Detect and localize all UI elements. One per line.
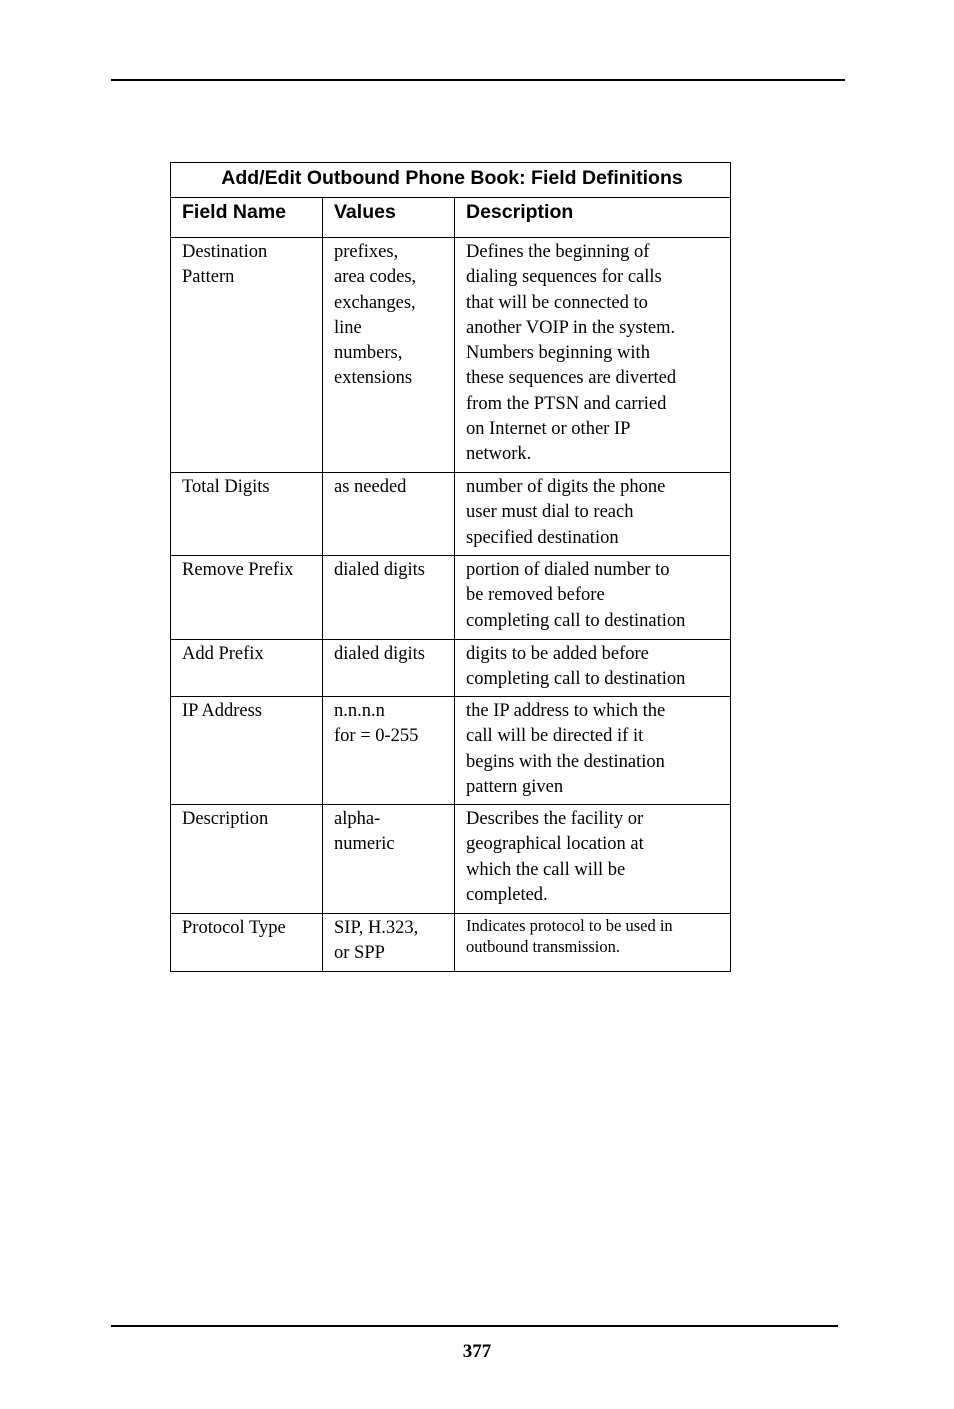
field-name: Protocol Type: [182, 918, 286, 938]
values-cell: [323, 697, 455, 805]
field-values: prefixes, area codes, exchanges, line numbers, extensions: [334, 242, 417, 389]
field-values: n.n.n.n for = 0-255: [334, 701, 419, 747]
header-description: Description: [455, 198, 731, 238]
description-cell: [455, 914, 731, 972]
description-cell: [455, 473, 731, 556]
header-field-name: Field Name: [171, 198, 323, 238]
field-description: digits to be added before completing call to destination: [466, 644, 686, 690]
table-row: [171, 473, 731, 556]
field-description: portion of dialed number to be removed before completing call to destination: [466, 560, 686, 631]
description-cell: [455, 697, 731, 805]
field-description: Indicates protocol to be used in outbound transmission.: [466, 916, 673, 956]
field-description: the IP address to which the call will be directed if it begins with the destination pattern given: [466, 701, 666, 797]
field-name-cell: [171, 805, 323, 914]
field-name: Remove Prefix: [182, 560, 294, 580]
description-cell: [455, 640, 731, 697]
table-row: [171, 805, 731, 914]
field-name-cell: [171, 914, 323, 972]
field-description: number of digits the phone user must dial to reach specified destination: [466, 477, 666, 548]
values-cell: [323, 914, 455, 972]
values-cell: [323, 640, 455, 697]
table-title-row: [171, 163, 731, 198]
field-definitions-table: [170, 162, 731, 972]
field-name: IP Address: [182, 701, 262, 721]
field-name-cell: [171, 473, 323, 556]
field-values: alpha- numeric: [334, 809, 395, 855]
table-row: [171, 238, 731, 473]
field-name-cell: [171, 697, 323, 805]
field-name: Destination Pattern: [182, 242, 268, 288]
field-values: as needed: [334, 477, 407, 497]
field-name: Description: [182, 809, 269, 829]
table-header-row: [171, 198, 731, 238]
field-name: Total Digits: [182, 477, 270, 497]
field-name-cell: [171, 640, 323, 697]
table-row: [171, 640, 731, 697]
description-cell: [455, 805, 731, 914]
field-name: Add Prefix: [182, 644, 264, 664]
field-name-cell: [171, 238, 323, 473]
field-values: dialed digits: [334, 644, 425, 664]
field-values: dialed digits: [334, 560, 425, 580]
table-row: [171, 914, 731, 972]
values-cell: [323, 805, 455, 914]
description-cell: [455, 238, 731, 473]
field-description: Defines the beginning of dialing sequences for calls that will be connected to another VOIP in the system. Numbers beginning with these sequences are diverted from the PTSN and carried on Internet or other IP network.: [466, 242, 677, 465]
values-cell: [323, 238, 455, 473]
field-name-cell: [171, 556, 323, 640]
table-row: [171, 556, 731, 640]
field-description: Describes the facility or geographical location at which the call will be completed.: [466, 809, 644, 905]
field-values: SIP, H.323, or SPP: [334, 918, 419, 964]
values-cell: [323, 556, 455, 640]
header-rule: [111, 79, 845, 81]
description-cell: [455, 556, 731, 640]
table-title: Add/Edit Outbound Phone Book: Field Definitions: [171, 163, 731, 198]
footer-rule: [111, 1325, 838, 1327]
table-row: [171, 697, 731, 805]
values-cell: [323, 473, 455, 556]
header-values: Values: [323, 198, 455, 238]
page-number: 377: [462, 1341, 492, 1362]
